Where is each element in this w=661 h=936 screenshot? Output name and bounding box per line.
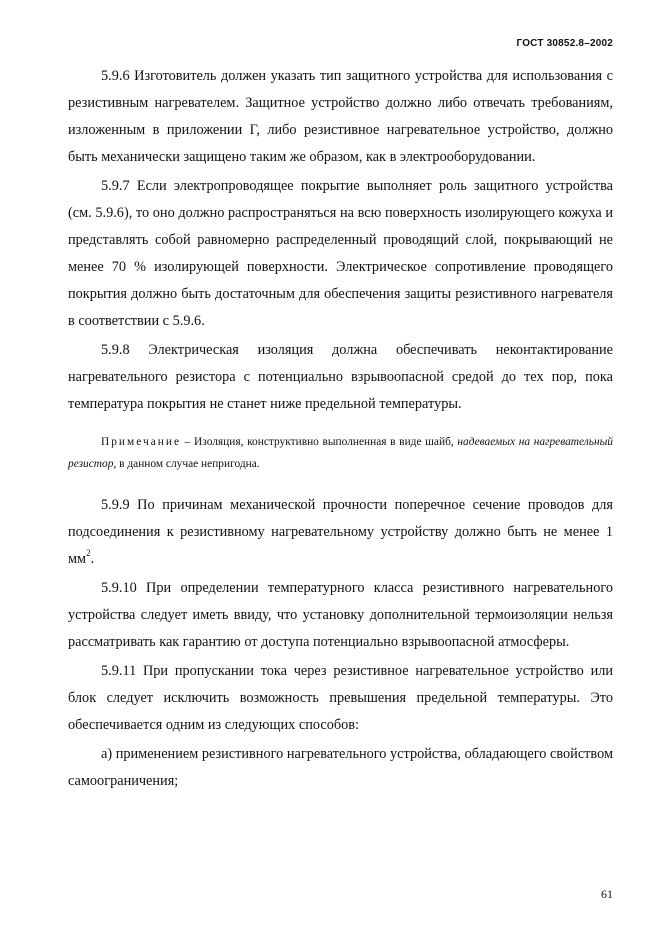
paragraph-5-9-9-tail: . [90,551,95,567]
paragraph-5-9-8: 5.9.8 Электрическая изоляция должна обеспечивать неконтактирование нагревательного резистора с потенциально взрывоопасной средой до тех пор, пока температура покрытия не станет ниже предельной температуры. [68,342,613,412]
note-label: Примечание [101,436,182,448]
paragraph-5-9-11: 5.9.11 При пропускании тока через резистивное нагревательное устройство или блок следует исключить возможность превышения предельной температуры. Это обеспечивается одним из следующих способов: [68,663,613,733]
document-body [68,63,613,797]
note-dash: – [181,436,195,448]
document-standard-code: ГОСТ 30852.8–2002 [516,38,613,49]
paragraph-5-9-7: 5.9.7 Если электропроводящее покрытие выполняет роль защитного устройства (см. 5.9.6), то оно должно распространяться на всю поверхность изолирующего кожуха и представлять собой равномерно распределенный проводящий слой, покрывающий не менее 70 % изолирующей поверхности. Электрическое сопротивление проводящего покрытия должно быть достаточным для обеспечения защиты резистивного нагревателя в соответствии с 5.9.6. [68,178,613,329]
paragraph-5-9-9-text: 5.9.9 По причинам механической прочности поперечное сечение проводов для подсоединения к резистивному нагревательному устройству должно быть не менее 1 мм [68,497,613,567]
note-text-italic: надеваемых на нагревательный резистор [68,436,614,470]
paragraph-5-9-9 [68,492,613,573]
superscript-squared: 2 [86,548,91,559]
paragraph-5-9-10: 5.9.10 При определении температурного класса резистивного нагревательного устройства следует иметь ввиду, что установку дополнительной термоизоляции нельзя рассматривать как гарантию от доступа потенциально взрывоопасной атмосферы. [68,580,613,650]
note [68,431,613,475]
page-number: 61 [601,887,613,901]
paragraph-5-9-6: 5.9.6 Изготовитель должен указать тип защитного устройства для использования с резистивным нагревателем. Защитное устройство должно либо отвечать требованиям, изложенным в приложении Г, либо резистивное нагревательное устройство, должно быть механически защищено таким же образом, как в электрооборудовании. [68,68,613,165]
note-text-before: Изоляция, конструктивно выполненная в виде шайб, [194,436,458,448]
note-text-after: , в данном случае непригодна. [113,458,260,470]
list-item-a: а) применением резистивного нагревательного устройства, обладающего свойством самоограничения; [68,746,613,789]
